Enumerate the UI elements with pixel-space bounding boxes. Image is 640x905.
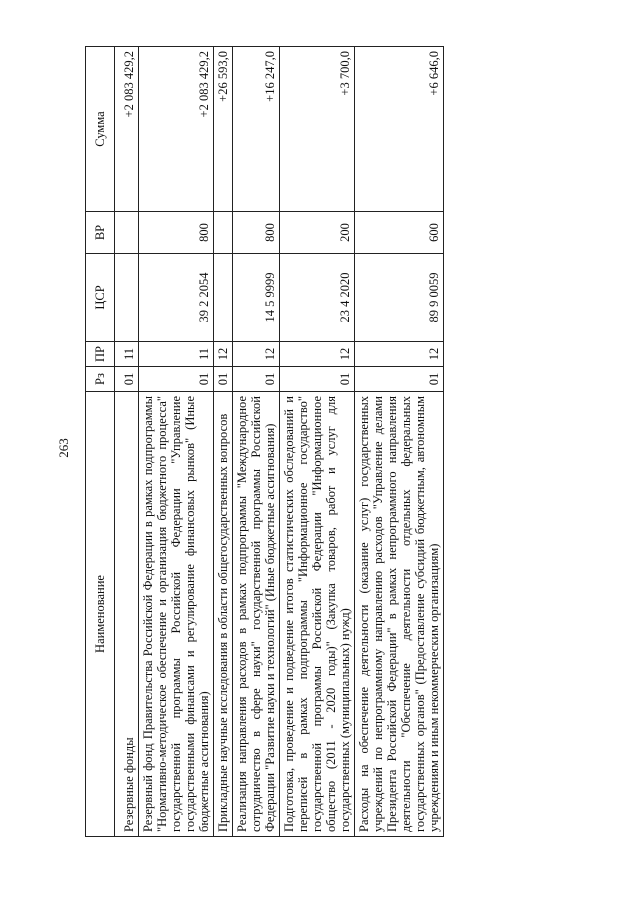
row-csr xyxy=(115,254,139,342)
table-header-row xyxy=(86,47,115,837)
row-rz: 01 xyxy=(233,367,280,392)
row-vr: 800 xyxy=(233,212,280,254)
row-name: Реализация направления расходов в рамках подпрограммы "Международное сотрудничество в сфере науки" государственной программы Российской Федерации "Развитие науки и технологий" (Иные бюджетные ассигнования) xyxy=(233,392,280,837)
row-pr: 12 xyxy=(355,342,444,367)
row-pr: 12 xyxy=(280,342,355,367)
row-rz: 01 xyxy=(280,367,355,392)
row-vr: 800 xyxy=(139,212,214,254)
header-name: Наименование xyxy=(86,392,115,837)
row-vr xyxy=(214,212,233,254)
row-csr: 89 9 0059 xyxy=(355,254,444,342)
row-pr: 11 xyxy=(115,342,139,367)
row-csr: 39 2 2054 xyxy=(139,254,214,342)
row-name: Подготовка, проведение и подведение итогов статистических обследований и переписей в рамках подпрограммы "Информационное государство" государственной программы Российской Федерации "Информационное общество (2011 - 2020 годы)" (Закупка товаров, работ и услуг для государственных (муниципальных) нужд) xyxy=(280,392,355,837)
rotated-table-frame xyxy=(85,47,587,837)
row-pr: 11 xyxy=(139,342,214,367)
row-csr: 14 5 9999 xyxy=(233,254,280,342)
row-sum: +2 083 429,2 xyxy=(139,47,214,212)
row-name: Резервные фонды xyxy=(115,392,139,837)
row-rz: 01 xyxy=(355,367,444,392)
row-pr: 12 xyxy=(233,342,280,367)
header-vr: ВР xyxy=(86,212,115,254)
row-pr: 12 xyxy=(214,342,233,367)
table-row xyxy=(233,47,280,837)
rotated-table-content xyxy=(85,47,587,837)
header-rz: Рз xyxy=(86,367,115,392)
page-number: 263 xyxy=(56,438,71,458)
header-csr: ЦСР xyxy=(86,254,115,342)
table-row xyxy=(355,47,444,837)
row-rz: 01 xyxy=(139,367,214,392)
table-row xyxy=(115,47,139,837)
table-row xyxy=(214,47,233,837)
budget-table xyxy=(85,46,444,837)
header-sum: Сумма xyxy=(86,47,115,212)
row-name: Прикладные научные исследования в области общегосударственных вопросов xyxy=(214,392,233,837)
table-row xyxy=(280,47,355,837)
row-rz: 01 xyxy=(214,367,233,392)
header-pr: ПР xyxy=(86,342,115,367)
row-vr xyxy=(115,212,139,254)
row-vr: 200 xyxy=(280,212,355,254)
row-rz: 01 xyxy=(115,367,139,392)
row-csr xyxy=(214,254,233,342)
row-name: Резервный фонд Правительства Российской Федерации в рамках подпрограммы "Нормативно-методическое обеспечение и организация бюджетного процесса" государственной программы Российской Федерации "Управление государственными финансами и регулирование финансовых рынков" (Иные бюджетные ассигнования) xyxy=(139,392,214,837)
row-sum: +16 247,0 xyxy=(233,47,280,212)
row-sum: +26 593,0 xyxy=(214,47,233,212)
row-sum: +6 646,0 xyxy=(355,47,444,212)
row-csr: 23 4 2020 xyxy=(280,254,355,342)
row-name: Расходы на обеспечение деятельности (оказание услуг) государственных учреждений по непрограммному направлению расходов "Управление делами Президента Российской Федерации" в рамках непрограммного направления деятельности "Обеспечение деятельности отдельных федеральных государственных органов" (Предоставление субсидий бюджетным, автономным учреждениям и иным некоммерческим организациям) xyxy=(355,392,444,837)
table-row xyxy=(139,47,214,837)
row-sum: +3 700,0 xyxy=(280,47,355,212)
row-sum: +2 083 429,2 xyxy=(115,47,139,212)
row-vr: 600 xyxy=(355,212,444,254)
